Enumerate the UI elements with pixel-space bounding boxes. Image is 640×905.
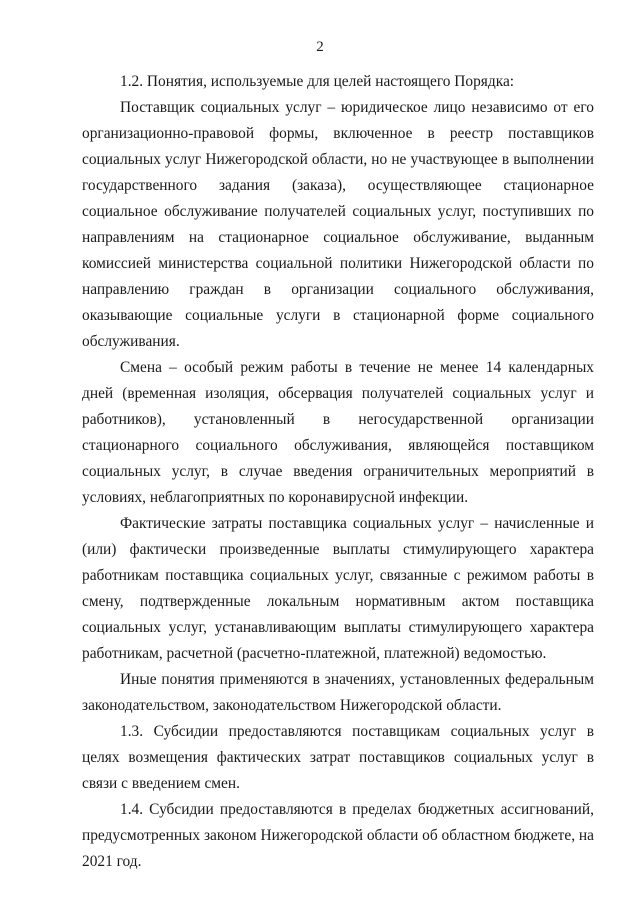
paragraph-1-3: 1.3. Субсидии предоставляются поставщикам социальных услуг в целях возмещения фактических затрат поставщиков социальных услуг в связи с введением смен. <box>82 723 594 792</box>
paragraph-1-2-heading: 1.2. Понятия, используемые для целей настоящего Порядка: <box>120 73 515 90</box>
paragraph-1-4: 1.4. Субсидии предоставляются в пределах бюджетных ассигнований, предусмотренных законом Нижегородской области об областном бюджете, на 2021 год. <box>82 801 594 870</box>
paragraph-shift-definition: Смена – особый режим работы в течение не менее 14 календарных дней (временная изоляция, обсервация получателей социальных услуг и работников), установленный в негосударственной организации стационарного социального обслуживания, являющейся поставщиком социальных услуг, в случае введения ограничительных мероприятий в условиях, неблагоприятных по коронавирусной инфекции. <box>82 359 594 506</box>
paragraph-other-terms: Иные понятия применяются в значениях, установленных федеральным законодательством, законодательством Нижегородской области. <box>82 671 594 714</box>
paragraph-actual-costs-definition: Фактические затраты поставщика социальных услуг – начисленные и (или) фактически произведенные выплаты стимулирующего характера работникам поставщика социальных услуг, связанные с режимом работы в смену, подтвержденные локальным нормативным актом поставщика социальных услуг, устанавливающим выплаты стимулирующего характера работникам, расчетной (расчетно-платежной, платежной) ведомостью. <box>82 515 594 662</box>
document-body <box>82 69 594 875</box>
page-number: 2 <box>316 39 324 55</box>
paragraph-provider-definition: Поставщик социальных услуг – юридическое лицо независимо от его организационно-правовой формы, включенное в реестр поставщиков социальных услуг Нижегородской области, но не участвующее в выполнении государственного задания (заказа), осуществляющее стационарное социальное обслуживание получателей социальных услуг, поступивших по направлениям на стационарное социальное обслуживание, выданным комиссией министерства социальной политики Нижегородской области по направлению граждан в организации социального обслуживания, оказывающие социальные услуги в стационарной форме социального обслуживания. <box>82 99 594 350</box>
